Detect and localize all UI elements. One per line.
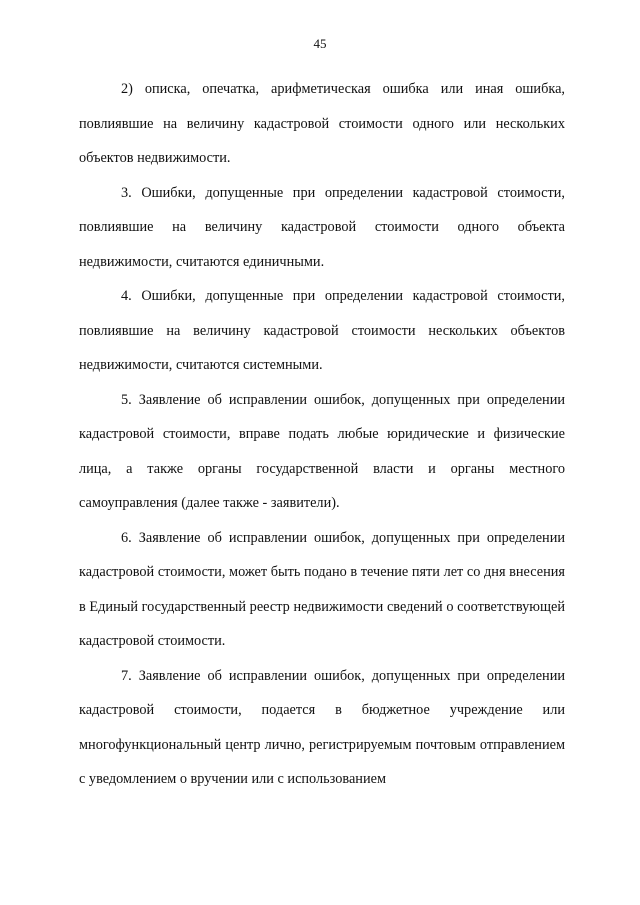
paragraph-6-filing-period: 6. Заявление об исправлении ошибок, допущенных при определении кадастровой стоимости, может быть подано в течение пяти лет со дня внесения в Единый государственный реестр недвижимости сведений о соответствующей кадастровой стоимости. <box>79 529 565 649</box>
paragraph-3-single-errors: 3. Ошибки, допущенные при определении кадастровой стоимости, повлиявшие на величину кадастровой стоимости одного объекта недвижимости, считаются единичными. <box>79 184 565 270</box>
paragraph-4-systemic-errors: 4. Ошибки, допущенные при определении кадастровой стоимости, повлиявшие на величину кадастровой стоимости нескольких объектов недвижимости, считаются системными. <box>79 288 565 373</box>
paragraph-7-filing-method: 7. Заявление об исправлении ошибок, допущенных при определении кадастровой стоимости, подается в бюджетное учреждение или многофункциональный центр лично, регистрируемым почтовым отправлением с уведомлением о вручении или с использованием <box>79 667 565 787</box>
paragraph-item-2: 2) описка, опечатка, арифметическая ошибка или иная ошибка, повлиявшие на величину кадастровой стоимости одного или нескольких объектов недвижимости. <box>79 81 565 166</box>
paragraph-5-applicants: 5. Заявление об исправлении ошибок, допущенных при определении кадастровой стоимости, вправе подать любые юридические и физические лица, а также органы государственной власти и органы местного самоуправления (далее также - заявители). <box>79 391 565 511</box>
page-number: 45 <box>313 36 327 51</box>
document-body <box>79 72 565 797</box>
